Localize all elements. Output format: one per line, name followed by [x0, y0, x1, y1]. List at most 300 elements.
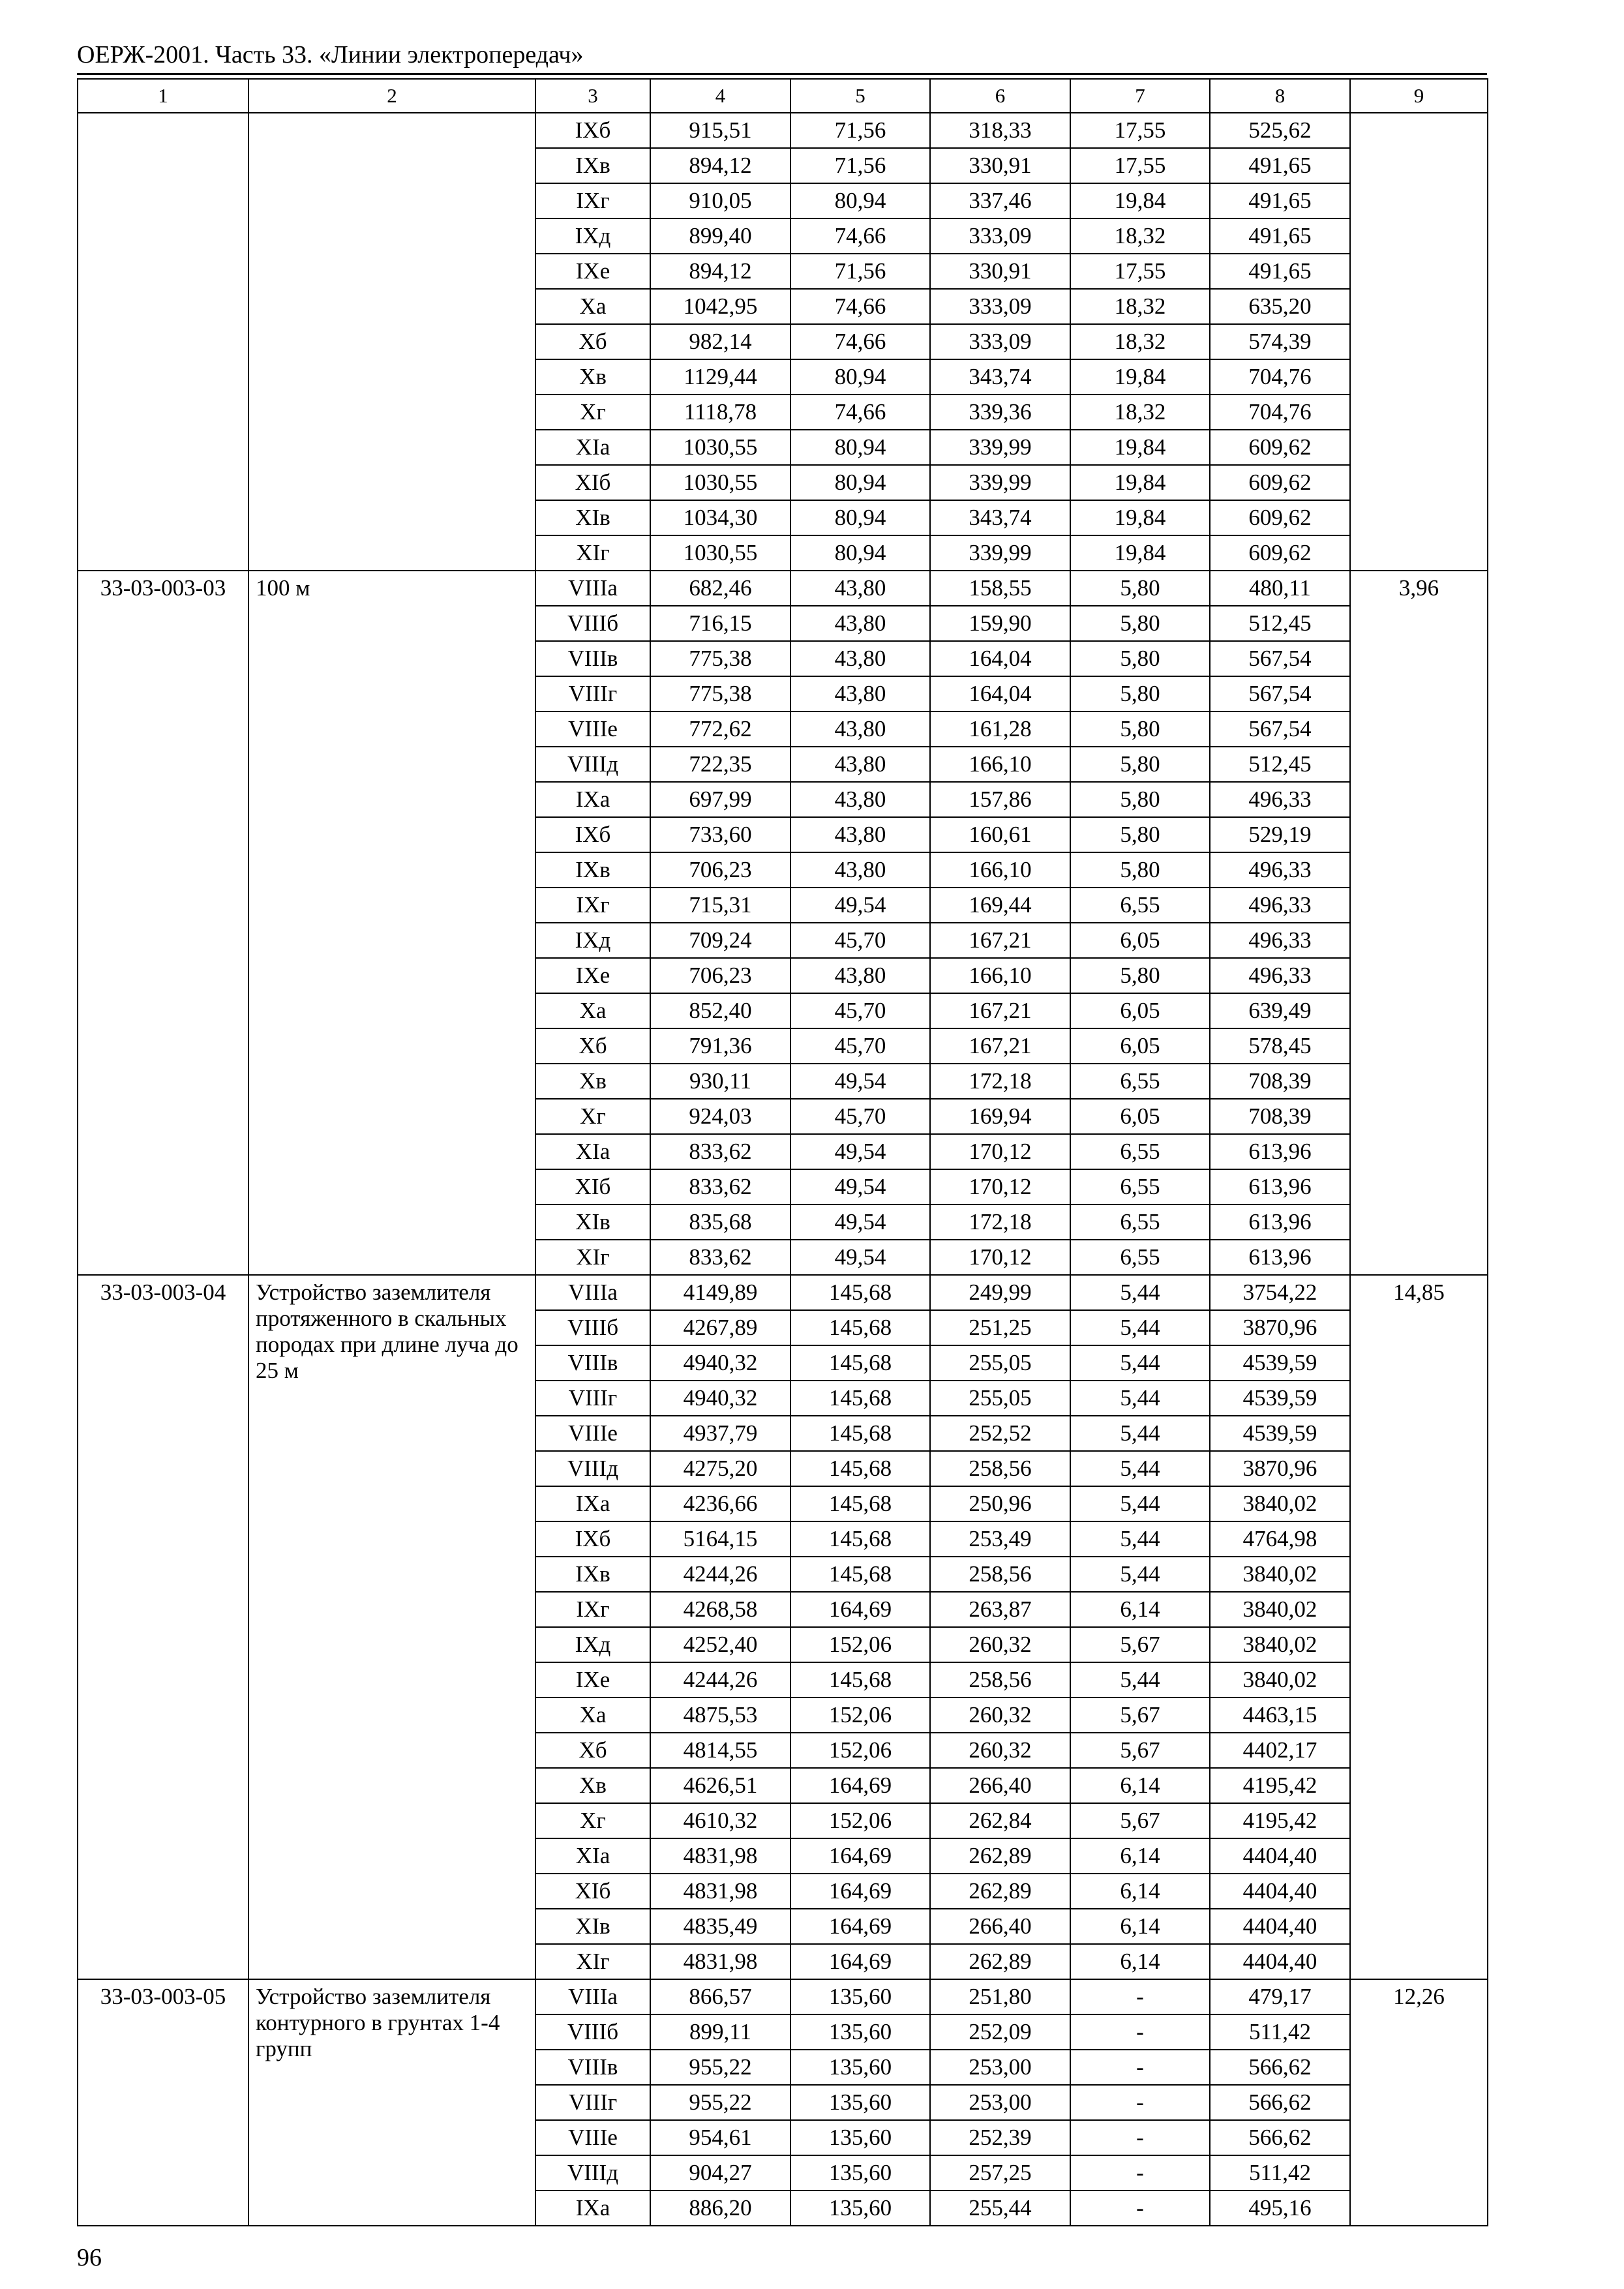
- zone-cell: VIIIг: [535, 1381, 650, 1416]
- value-cell: 4252,40: [650, 1627, 790, 1662]
- value-cell: 157,86: [930, 782, 1070, 817]
- value-cell: 6,55: [1070, 888, 1210, 923]
- value-cell: 479,17: [1210, 1979, 1350, 2014]
- value-cell: 255,44: [930, 2191, 1070, 2226]
- zone-cell: IXе: [535, 254, 650, 289]
- value-cell: 6,05: [1070, 1099, 1210, 1134]
- value-cell: -: [1070, 2014, 1210, 2050]
- zone-cell: IXа: [535, 1486, 650, 1521]
- value-cell: 566,62: [1210, 2120, 1350, 2155]
- value-cell: 145,68: [790, 1275, 930, 1310]
- value-cell: 258,56: [930, 1557, 1070, 1592]
- value-cell: 4149,89: [650, 1275, 790, 1310]
- value-cell: 145,68: [790, 1381, 930, 1416]
- zone-cell: IXб: [535, 817, 650, 852]
- value-cell: 706,23: [650, 958, 790, 993]
- value-cell: 491,65: [1210, 218, 1350, 254]
- value-cell: 5,80: [1070, 852, 1210, 888]
- value-cell: 43,80: [790, 817, 930, 852]
- zone-cell: VIIIб: [535, 1310, 650, 1345]
- zone-cell: IXб: [535, 1521, 650, 1557]
- value-cell: 152,06: [790, 1733, 930, 1768]
- value-cell: 954,61: [650, 2120, 790, 2155]
- value-cell: 899,40: [650, 218, 790, 254]
- value-cell: 1034,30: [650, 500, 790, 535]
- zone-cell: IXг: [535, 183, 650, 218]
- value-cell: 1129,44: [650, 359, 790, 395]
- value-cell: 330,91: [930, 148, 1070, 183]
- value-cell: 158,55: [930, 571, 1070, 606]
- zone-cell: Xв: [535, 1768, 650, 1803]
- zone-cell: VIIIе: [535, 1416, 650, 1451]
- value-cell: 511,42: [1210, 2014, 1350, 2050]
- value-cell: 5,44: [1070, 1310, 1210, 1345]
- value-cell: 18,32: [1070, 218, 1210, 254]
- value-cell: 704,76: [1210, 359, 1350, 395]
- value-cell: 19,84: [1070, 359, 1210, 395]
- value-cell: 6,14: [1070, 1838, 1210, 1874]
- value-cell: 715,31: [650, 888, 790, 923]
- value-cell: 930,11: [650, 1064, 790, 1099]
- value-cell: 4267,89: [650, 1310, 790, 1345]
- value-cell: 6,55: [1070, 1169, 1210, 1204]
- value-cell: 6,14: [1070, 1874, 1210, 1909]
- value-cell: 18,32: [1070, 289, 1210, 324]
- value-cell: 706,23: [650, 852, 790, 888]
- value-cell: 19,84: [1070, 465, 1210, 500]
- value-cell: 852,40: [650, 993, 790, 1028]
- value-cell: 5,44: [1070, 1486, 1210, 1521]
- value-cell: 772,62: [650, 711, 790, 747]
- item-code: 33-03-003-05: [78, 1979, 248, 2226]
- value-cell: 160,61: [930, 817, 1070, 852]
- value-cell: 3840,02: [1210, 1486, 1350, 1521]
- value-cell: 253,00: [930, 2050, 1070, 2085]
- value-cell: 262,89: [930, 1838, 1070, 1874]
- value-cell: 491,65: [1210, 148, 1350, 183]
- value-cell: 5,44: [1070, 1416, 1210, 1451]
- value-cell: 74,66: [790, 289, 930, 324]
- table-row: [78, 113, 1488, 148]
- value-cell: 5,44: [1070, 1557, 1210, 1592]
- value-cell: 4539,59: [1210, 1416, 1350, 1451]
- value-cell: 49,54: [790, 1064, 930, 1099]
- value-cell: 609,62: [1210, 430, 1350, 465]
- value-cell: 164,69: [790, 1592, 930, 1627]
- value-cell: 167,21: [930, 993, 1070, 1028]
- column-header: 9: [1350, 79, 1488, 113]
- value-cell: 266,40: [930, 1909, 1070, 1944]
- value-cell: 17,55: [1070, 148, 1210, 183]
- zone-cell: IXд: [535, 218, 650, 254]
- value-cell: 924,03: [650, 1099, 790, 1134]
- value-cell: 169,94: [930, 1099, 1070, 1134]
- value-cell: 496,33: [1210, 923, 1350, 958]
- value-cell: 5,67: [1070, 1733, 1210, 1768]
- value-cell: 6,05: [1070, 923, 1210, 958]
- zone-cell: IXб: [535, 113, 650, 148]
- zone-cell: VIIIа: [535, 1275, 650, 1310]
- value-cell: 491,65: [1210, 254, 1350, 289]
- item-code: [78, 113, 248, 571]
- value-cell: 791,36: [650, 1028, 790, 1064]
- zone-cell: VIIIб: [535, 2014, 650, 2050]
- value-cell: 145,68: [790, 1345, 930, 1381]
- zone-cell: XIг: [535, 1240, 650, 1275]
- value-cell: 135,60: [790, 2120, 930, 2155]
- value-cell: 866,57: [650, 1979, 790, 2014]
- zone-cell: VIIIг: [535, 676, 650, 711]
- value-cell: 5,80: [1070, 782, 1210, 817]
- zone-cell: Xа: [535, 289, 650, 324]
- value-cell: 17,55: [1070, 254, 1210, 289]
- value-cell: 4195,42: [1210, 1803, 1350, 1838]
- zone-cell: Xб: [535, 1028, 650, 1064]
- zone-cell: Xа: [535, 993, 650, 1028]
- value-cell: 333,09: [930, 324, 1070, 359]
- value-cell: 4402,17: [1210, 1733, 1350, 1768]
- value-cell: 71,56: [790, 148, 930, 183]
- value-cell: 74,66: [790, 324, 930, 359]
- value-cell: 339,99: [930, 535, 1070, 571]
- value-cell: 3840,02: [1210, 1557, 1350, 1592]
- zone-cell: XIа: [535, 430, 650, 465]
- value-cell: 343,74: [930, 359, 1070, 395]
- value-cell: 697,99: [650, 782, 790, 817]
- value-cell: 5,80: [1070, 571, 1210, 606]
- value-cell: 145,68: [790, 1416, 930, 1451]
- zone-cell: VIIIе: [535, 2120, 650, 2155]
- value-cell: 164,69: [790, 1944, 930, 1979]
- value-cell: 263,87: [930, 1592, 1070, 1627]
- value-cell: 74,66: [790, 218, 930, 254]
- value-cell: 172,18: [930, 1064, 1070, 1099]
- value-cell: 6,55: [1070, 1240, 1210, 1275]
- value-cell: 4195,42: [1210, 1768, 1350, 1803]
- value-cell: 43,80: [790, 641, 930, 676]
- value-cell: 496,33: [1210, 888, 1350, 923]
- item-code: 33-03-003-04: [78, 1275, 248, 1979]
- value-cell: 145,68: [790, 1521, 930, 1557]
- value-cell: 4244,26: [650, 1557, 790, 1592]
- value-cell: 4610,32: [650, 1803, 790, 1838]
- zone-cell: IXв: [535, 1557, 650, 1592]
- value-cell: 708,39: [1210, 1064, 1350, 1099]
- value-cell: 833,62: [650, 1134, 790, 1169]
- value-cell: 4236,66: [650, 1486, 790, 1521]
- value-cell: 343,74: [930, 500, 1070, 535]
- page-header: ОЕРЖ-2001. Часть 33. «Линии электропередач»: [77, 41, 584, 68]
- value-cell: 172,18: [930, 1204, 1070, 1240]
- value-cell: 574,39: [1210, 324, 1350, 359]
- value-cell: 613,96: [1210, 1134, 1350, 1169]
- value-cell: 5,67: [1070, 1803, 1210, 1838]
- column-9-value: 3,96: [1350, 571, 1488, 1275]
- value-cell: 567,54: [1210, 641, 1350, 676]
- value-cell: 716,15: [650, 606, 790, 641]
- value-cell: 1030,55: [650, 430, 790, 465]
- value-cell: 3870,96: [1210, 1310, 1350, 1345]
- value-cell: 249,99: [930, 1275, 1070, 1310]
- zone-cell: VIIIб: [535, 606, 650, 641]
- value-cell: 262,89: [930, 1874, 1070, 1909]
- value-cell: 166,10: [930, 747, 1070, 782]
- value-cell: 164,04: [930, 641, 1070, 676]
- value-cell: 135,60: [790, 2191, 930, 2226]
- value-cell: 894,12: [650, 148, 790, 183]
- value-cell: 19,84: [1070, 183, 1210, 218]
- value-cell: 5,44: [1070, 1521, 1210, 1557]
- value-cell: 3870,96: [1210, 1451, 1350, 1486]
- value-cell: 5,80: [1070, 817, 1210, 852]
- value-cell: -: [1070, 2085, 1210, 2120]
- zone-cell: XIг: [535, 535, 650, 571]
- zone-cell: VIIIд: [535, 2155, 650, 2191]
- zone-cell: XIг: [535, 1944, 650, 1979]
- value-cell: 3840,02: [1210, 1627, 1350, 1662]
- value-cell: 71,56: [790, 113, 930, 148]
- column-header: 6: [930, 79, 1070, 113]
- value-cell: 915,51: [650, 113, 790, 148]
- value-cell: 609,62: [1210, 465, 1350, 500]
- value-cell: 251,25: [930, 1310, 1070, 1345]
- zone-cell: IXг: [535, 888, 650, 923]
- value-cell: 708,39: [1210, 1099, 1350, 1134]
- zone-cell: XIв: [535, 500, 650, 535]
- value-cell: 894,12: [650, 254, 790, 289]
- value-cell: 567,54: [1210, 676, 1350, 711]
- value-cell: 5,80: [1070, 606, 1210, 641]
- value-cell: 5,44: [1070, 1275, 1210, 1310]
- value-cell: 5,80: [1070, 711, 1210, 747]
- value-cell: 253,49: [930, 1521, 1070, 1557]
- value-cell: 5,44: [1070, 1345, 1210, 1381]
- zone-cell: IXд: [535, 923, 650, 958]
- value-cell: 4539,59: [1210, 1345, 1350, 1381]
- value-cell: 566,62: [1210, 2050, 1350, 2085]
- value-cell: 4244,26: [650, 1662, 790, 1698]
- value-cell: 3754,22: [1210, 1275, 1350, 1310]
- header-rule: [77, 73, 1487, 75]
- value-cell: 833,62: [650, 1240, 790, 1275]
- value-cell: -: [1070, 2191, 1210, 2226]
- value-cell: 330,91: [930, 254, 1070, 289]
- zone-cell: Xв: [535, 1064, 650, 1099]
- value-cell: 6,14: [1070, 1944, 1210, 1979]
- value-cell: 525,62: [1210, 113, 1350, 148]
- value-cell: 45,70: [790, 1099, 930, 1134]
- value-cell: 6,05: [1070, 1028, 1210, 1064]
- value-cell: 1030,55: [650, 465, 790, 500]
- value-cell: 49,54: [790, 1134, 930, 1169]
- value-cell: 910,05: [650, 183, 790, 218]
- value-cell: 164,69: [790, 1838, 930, 1874]
- value-cell: 904,27: [650, 2155, 790, 2191]
- value-cell: 4940,32: [650, 1345, 790, 1381]
- zone-cell: VIIIг: [535, 2085, 650, 2120]
- value-cell: 49,54: [790, 888, 930, 923]
- zone-cell: IXг: [535, 1592, 650, 1627]
- value-cell: 835,68: [650, 1204, 790, 1240]
- value-cell: 4404,40: [1210, 1874, 1350, 1909]
- item-name: 100 м: [248, 571, 535, 1275]
- value-cell: 4275,20: [650, 1451, 790, 1486]
- value-cell: 49,54: [790, 1204, 930, 1240]
- item-name: Устройство заземлителя контурного в грунтах 1-4 групп: [248, 1979, 535, 2226]
- value-cell: 5,67: [1070, 1698, 1210, 1733]
- value-cell: 5,80: [1070, 958, 1210, 993]
- value-cell: 80,94: [790, 430, 930, 465]
- value-cell: 145,68: [790, 1486, 930, 1521]
- value-cell: 43,80: [790, 606, 930, 641]
- value-cell: 578,45: [1210, 1028, 1350, 1064]
- zone-cell: Xб: [535, 1733, 650, 1768]
- value-cell: -: [1070, 2155, 1210, 2191]
- value-cell: 164,04: [930, 676, 1070, 711]
- page-number: 96: [77, 2244, 102, 2271]
- value-cell: 45,70: [790, 993, 930, 1028]
- value-cell: 613,96: [1210, 1204, 1350, 1240]
- value-cell: 337,46: [930, 183, 1070, 218]
- zone-cell: XIв: [535, 1909, 650, 1944]
- value-cell: 152,06: [790, 1627, 930, 1662]
- value-cell: 145,68: [790, 1557, 930, 1592]
- value-cell: 19,84: [1070, 535, 1210, 571]
- value-cell: 17,55: [1070, 113, 1210, 148]
- value-cell: 733,60: [650, 817, 790, 852]
- table-header: [78, 79, 1488, 113]
- value-cell: 255,05: [930, 1381, 1070, 1416]
- value-cell: 722,35: [650, 747, 790, 782]
- value-cell: 567,54: [1210, 711, 1350, 747]
- value-cell: 495,16: [1210, 2191, 1350, 2226]
- zone-cell: Xг: [535, 1803, 650, 1838]
- value-cell: 1030,55: [650, 535, 790, 571]
- value-cell: 145,68: [790, 1310, 930, 1345]
- value-cell: 4831,98: [650, 1944, 790, 1979]
- value-cell: 5,80: [1070, 641, 1210, 676]
- value-cell: 71,56: [790, 254, 930, 289]
- value-cell: 4814,55: [650, 1733, 790, 1768]
- value-cell: -: [1070, 2050, 1210, 2085]
- value-cell: 4764,98: [1210, 1521, 1350, 1557]
- value-cell: 4940,32: [650, 1381, 790, 1416]
- table-row: [78, 1275, 1488, 1310]
- value-cell: 43,80: [790, 676, 930, 711]
- value-cell: 260,32: [930, 1733, 1070, 1768]
- value-cell: 135,60: [790, 2155, 930, 2191]
- value-cell: 152,06: [790, 1698, 930, 1733]
- column-header: 4: [650, 79, 790, 113]
- value-cell: 80,94: [790, 183, 930, 218]
- value-cell: 164,69: [790, 1874, 930, 1909]
- value-cell: 145,68: [790, 1451, 930, 1486]
- value-cell: 529,19: [1210, 817, 1350, 852]
- column-header: 8: [1210, 79, 1350, 113]
- value-cell: 496,33: [1210, 782, 1350, 817]
- zone-cell: IXе: [535, 1662, 650, 1698]
- value-cell: 266,40: [930, 1768, 1070, 1803]
- value-cell: 5,67: [1070, 1627, 1210, 1662]
- value-cell: 262,89: [930, 1944, 1070, 1979]
- value-cell: 255,05: [930, 1345, 1070, 1381]
- value-cell: 333,09: [930, 218, 1070, 254]
- value-cell: 1118,78: [650, 395, 790, 430]
- value-cell: 496,33: [1210, 958, 1350, 993]
- value-cell: 260,32: [930, 1698, 1070, 1733]
- rates-table: [77, 78, 1488, 2226]
- value-cell: 80,94: [790, 465, 930, 500]
- column-header: 5: [790, 79, 930, 113]
- value-cell: 886,20: [650, 2191, 790, 2226]
- value-cell: 6,55: [1070, 1204, 1210, 1240]
- value-cell: 251,80: [930, 1979, 1070, 2014]
- zone-cell: Xг: [535, 395, 650, 430]
- value-cell: 145,68: [790, 1662, 930, 1698]
- value-cell: 6,55: [1070, 1134, 1210, 1169]
- zone-cell: VIIIв: [535, 1345, 650, 1381]
- value-cell: 80,94: [790, 500, 930, 535]
- value-cell: 49,54: [790, 1240, 930, 1275]
- value-cell: 639,49: [1210, 993, 1350, 1028]
- value-cell: 18,32: [1070, 395, 1210, 430]
- value-cell: 252,39: [930, 2120, 1070, 2155]
- column-9-value: 12,26: [1350, 1979, 1488, 2226]
- zone-cell: IXа: [535, 2191, 650, 2226]
- value-cell: 5,44: [1070, 1451, 1210, 1486]
- value-cell: 159,90: [930, 606, 1070, 641]
- value-cell: 43,80: [790, 852, 930, 888]
- value-cell: 262,84: [930, 1803, 1070, 1838]
- value-cell: 833,62: [650, 1169, 790, 1204]
- value-cell: 5,44: [1070, 1662, 1210, 1698]
- value-cell: 775,38: [650, 676, 790, 711]
- item-code: 33-03-003-03: [78, 571, 248, 1275]
- zone-cell: XIа: [535, 1134, 650, 1169]
- value-cell: 161,28: [930, 711, 1070, 747]
- value-cell: 5,80: [1070, 747, 1210, 782]
- value-cell: 253,00: [930, 2085, 1070, 2120]
- value-cell: 3840,02: [1210, 1592, 1350, 1627]
- zone-cell: VIIIд: [535, 1451, 650, 1486]
- value-cell: 135,60: [790, 1979, 930, 2014]
- value-cell: 80,94: [790, 359, 930, 395]
- value-cell: 709,24: [650, 923, 790, 958]
- value-cell: 4831,98: [650, 1874, 790, 1909]
- value-cell: 613,96: [1210, 1240, 1350, 1275]
- value-cell: 955,22: [650, 2085, 790, 2120]
- table-body: [78, 113, 1488, 2226]
- value-cell: 5,80: [1070, 676, 1210, 711]
- value-cell: 45,70: [790, 1028, 930, 1064]
- value-cell: 1042,95: [650, 289, 790, 324]
- value-cell: 169,44: [930, 888, 1070, 923]
- column-header: 3: [535, 79, 650, 113]
- value-cell: 6,55: [1070, 1064, 1210, 1099]
- value-cell: 250,96: [930, 1486, 1070, 1521]
- value-cell: 258,56: [930, 1451, 1070, 1486]
- value-cell: 260,32: [930, 1627, 1070, 1662]
- zone-cell: VIIIв: [535, 2050, 650, 2085]
- value-cell: 318,33: [930, 113, 1070, 148]
- value-cell: 339,99: [930, 430, 1070, 465]
- value-cell: 258,56: [930, 1662, 1070, 1698]
- value-cell: 164,69: [790, 1909, 930, 1944]
- item-name: Устройство заземлителя протяженного в скальных породах при длине луча до 25 м: [248, 1275, 535, 1979]
- value-cell: 480,11: [1210, 571, 1350, 606]
- zone-cell: VIIIд: [535, 747, 650, 782]
- value-cell: 49,54: [790, 1169, 930, 1204]
